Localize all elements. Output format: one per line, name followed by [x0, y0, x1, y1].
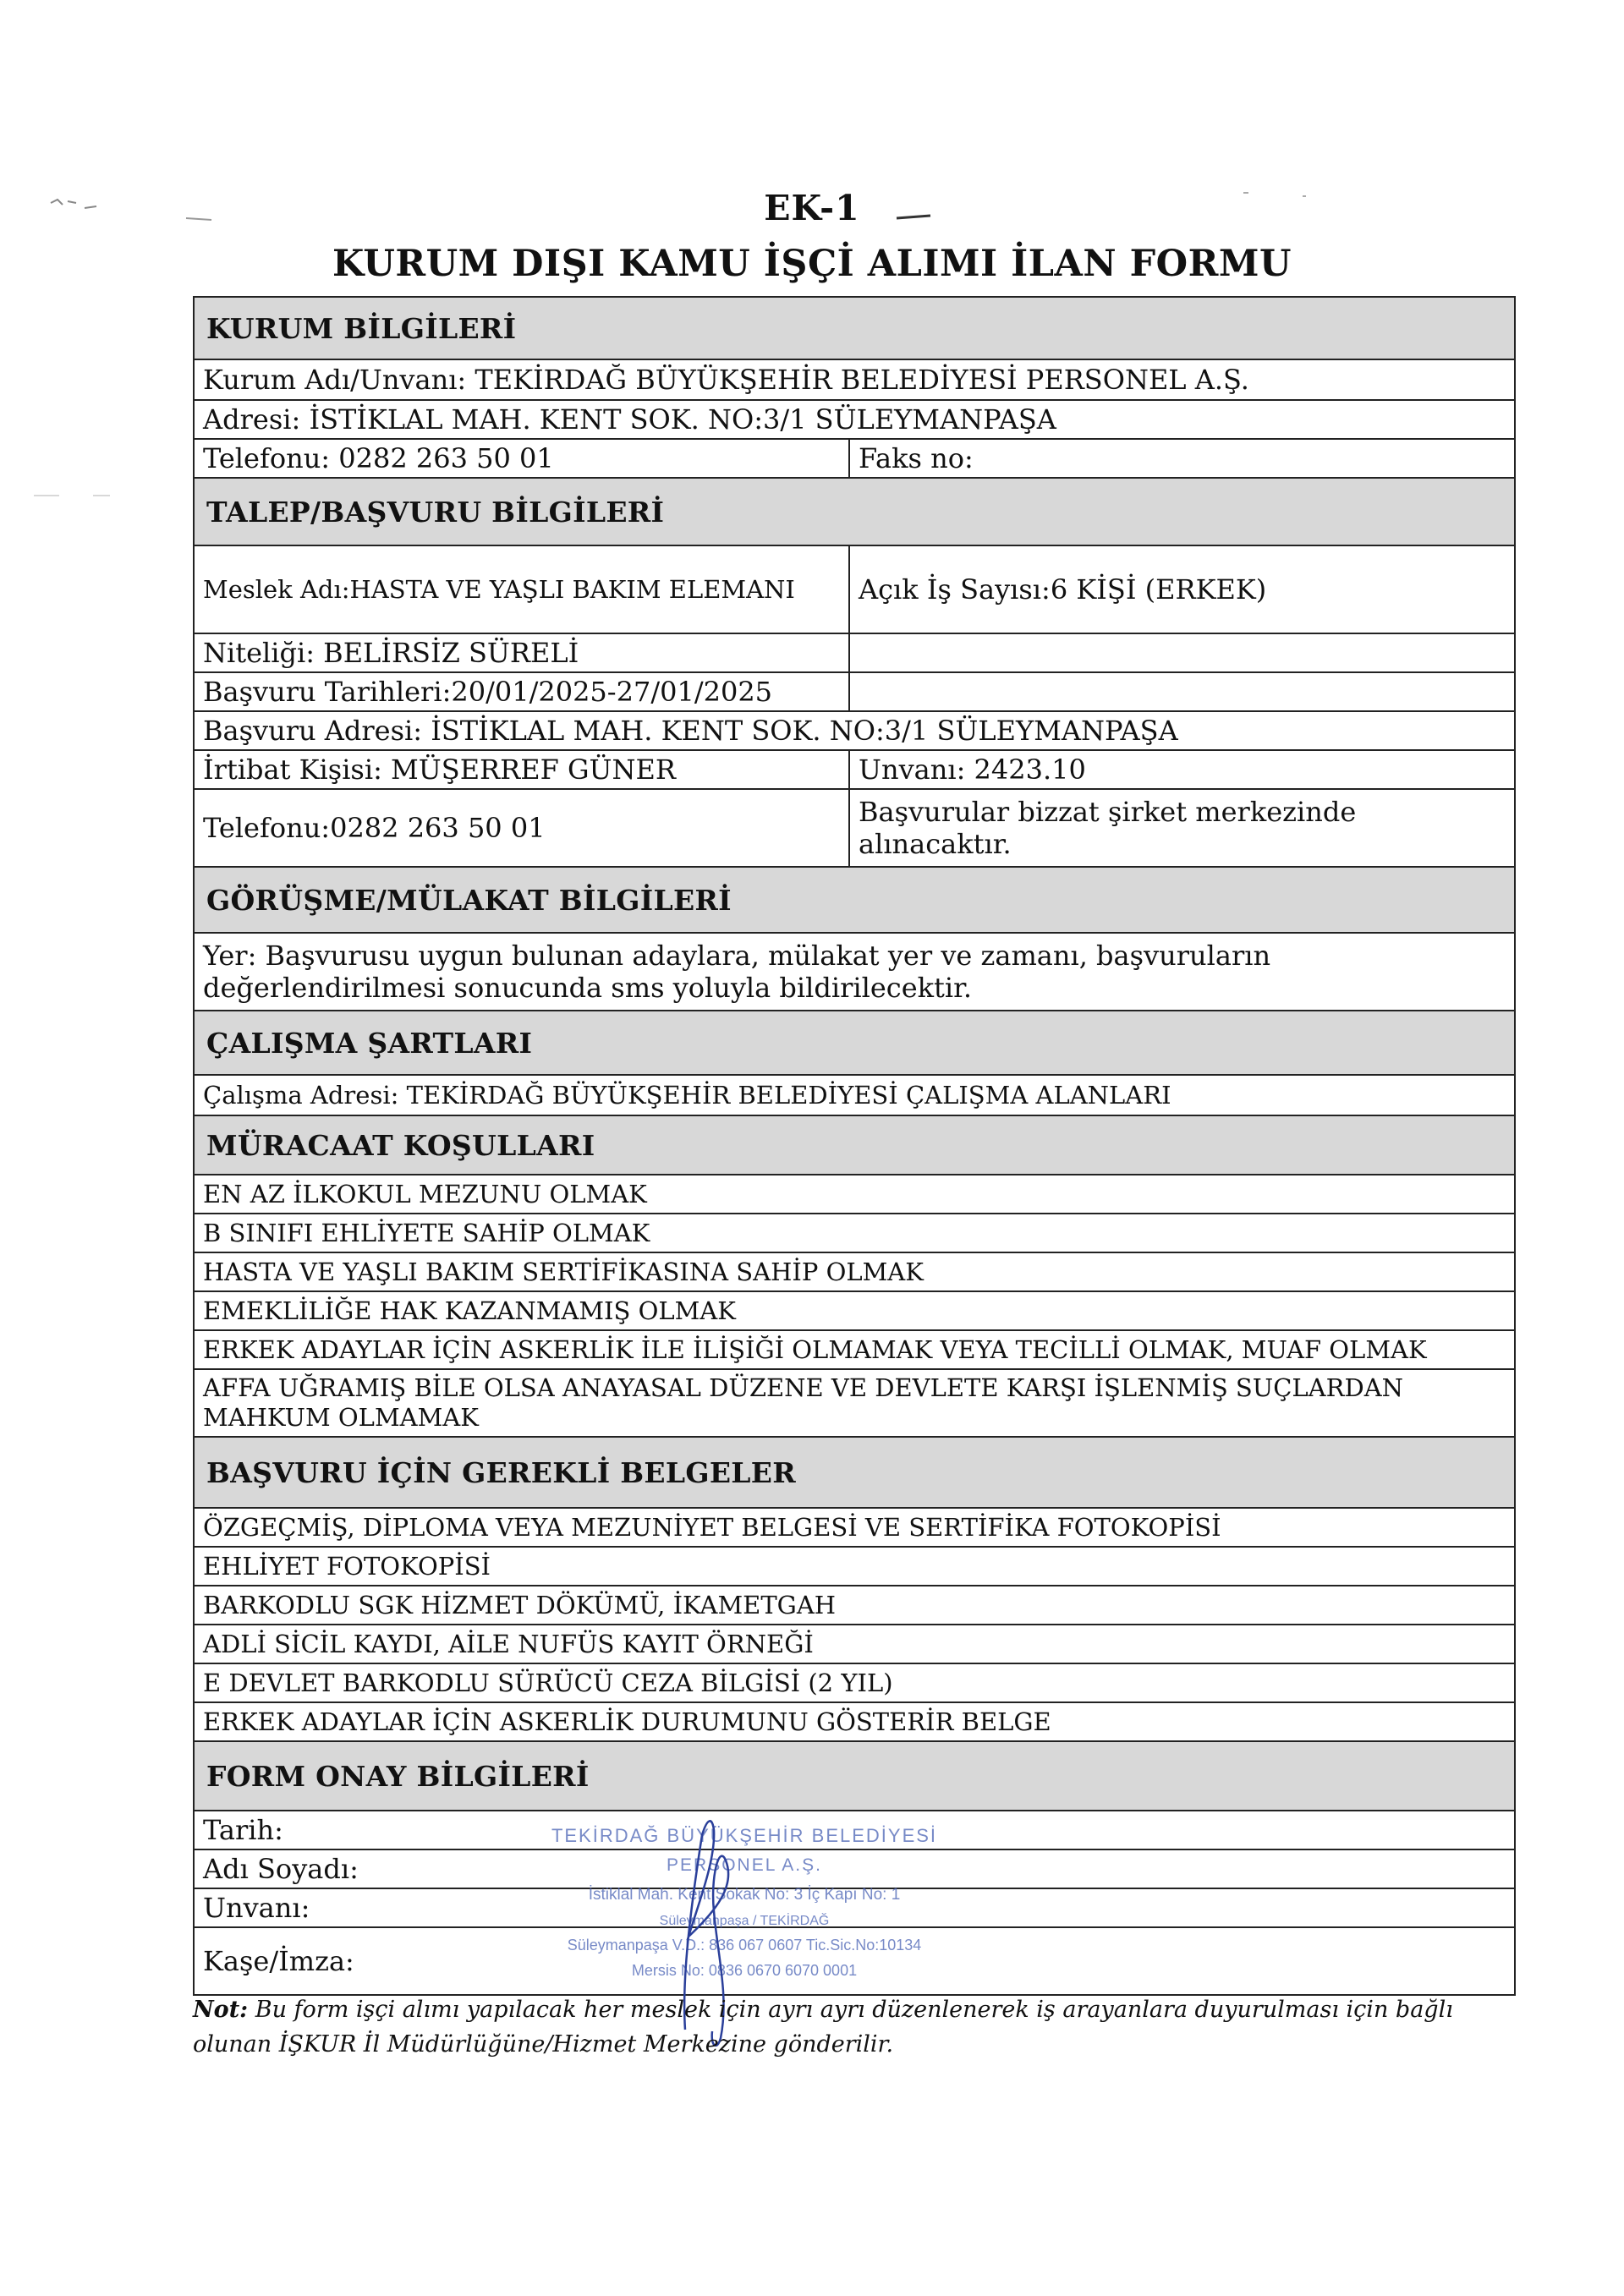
form-title: KURUM DIŞI KAMU İŞÇİ ALIMI İLAN FORMU [332, 243, 1292, 285]
talep-nitelik-row [193, 634, 1516, 673]
gorusme-yer-row [193, 934, 1516, 1011]
belgeler-item [193, 1548, 1516, 1586]
kurum-phone-row [193, 440, 1516, 479]
muracaat-item [193, 1292, 1516, 1331]
kurum-name: Kurum Adı/Unvanı: TEKİRDAĞ BÜYÜKŞEHİR BELEDİYESİ PERSONEL A.Ş. [203, 363, 1249, 396]
section-calisma-header: ÇALIŞMA ŞARTLARI [193, 1011, 1516, 1076]
belgeler-item [193, 1586, 1516, 1625]
form-note [193, 1993, 1529, 2062]
talep-tarihler-empty [850, 673, 1514, 710]
onay-unvan: Unvanı: [203, 1891, 310, 1924]
talep-unvan: Unvanı: 2423.10 [859, 753, 1086, 786]
muracaat-item-text: EN AZ İLKOKUL MEZUNU OLMAK [203, 1179, 647, 1208]
talep-irtibat: İrtibat Kişisi: MÜŞERREF GÜNER [195, 751, 850, 788]
talep-adres: Başvuru Adresi: İSTİKLAL MAH. KENT SOK. NO:3/1 SÜLEYMANPAŞA [203, 714, 1178, 747]
section-kurum-header: KURUM BİLGİLERİ [193, 298, 1516, 360]
section-talep-header: TALEP/BAŞVURU BİLGİLERİ [193, 479, 1516, 546]
talep-nitelik-empty [850, 634, 1514, 671]
section-gorusme-header: GÖRÜŞME/MÜLAKAT BİLGİLERİ [193, 868, 1516, 934]
muracaat-item-text: HASTA VE YAŞLI BAKIM SERTİFİKASINA SAHİP OLMAK [203, 1257, 924, 1286]
section-belgeler-header: BAŞVURU İÇİN GEREKLİ BELGELER [193, 1438, 1516, 1509]
section-onay-header: FORM ONAY BİLGİLERİ [193, 1742, 1516, 1811]
gorusme-yer: Yer: Başvurusu uygun bulunan adaylara, mülakat yer ve zamanı, başvuruların değerlendirilmesi sonucunda sms yoluyla bildirilecektir. [203, 939, 1271, 1004]
onay-unvan-row [193, 1889, 1516, 1928]
muracaat-item-text: AFFA UĞRAMIŞ BİLE OLSA ANAYASAL DÜZENE VE DEVLETE KARŞI İŞLENMİŞ SUÇLARDAN MAHKUM OLMAMAK [203, 1373, 1404, 1432]
onay-kase: Kaşe/İmza: [203, 1944, 354, 1977]
belgeler-item-text: BARKODLU SGK HİZMET DÖKÜMÜ, İKAMETGAH [203, 1590, 837, 1619]
talep-tarihler: Başvuru Tarihleri:20/01/2025-27/01/2025 [195, 673, 850, 710]
annex-number: EK-1 [764, 188, 860, 228]
kurum-fax: Faks no: [859, 441, 974, 474]
belgeler-item [193, 1625, 1516, 1664]
belgeler-item-text: ADLİ SİCİL KAYDI, AİLE NUFÜS KAYIT ÖRNEĞİ [203, 1629, 814, 1658]
belgeler-item-text: ÖZGEÇMİŞ, DİPLOMA VEYA MEZUNİYET BELGESİ VE SERTİFİKA FOTOKOPİSİ [203, 1512, 1221, 1542]
talep-tarihler-row [193, 673, 1516, 712]
application-form-table [193, 296, 1516, 1996]
muracaat-item [193, 1175, 1516, 1214]
onay-adsoyad-row [193, 1850, 1516, 1889]
belgeler-item-text: ERKEK ADAYLAR İÇİN ASKERLİK DURUMUNU GÖSTERİR BELGE [203, 1707, 1051, 1736]
muracaat-item [193, 1253, 1516, 1292]
talep-basvuru-notu: Başvurular bizzat şirket merkezinde alınacaktır. [859, 795, 1357, 860]
calisma-adres: Çalışma Adresi: TEKİRDAĞ BÜYÜKŞEHİR BELEDİYESİ ÇALIŞMA ALANLARI [203, 1080, 1171, 1110]
kurum-address-row [193, 401, 1516, 440]
belgeler-item [193, 1509, 1516, 1548]
onay-tarih: Tarih: [203, 1813, 283, 1846]
talep-acik-is: Açık İş Sayısı:6 KİŞİ (ERKEK) [859, 573, 1267, 606]
kurum-phone: Telefonu: 0282 263 50 01 [195, 440, 850, 477]
talep-meslek: Meslek Adı:HASTA VE YAŞLI BAKIM ELEMANI [195, 546, 850, 633]
note-label: Not: [193, 1997, 249, 2023]
talep-telefon-row [193, 790, 1516, 868]
calisma-adres-row [193, 1076, 1516, 1116]
kurum-address: Adresi: İSTİKLAL MAH. KENT SOK. NO:3/1 SÜLEYMANPAŞA [203, 403, 1056, 436]
talep-telefon: Telefonu:0282 263 50 01 [195, 790, 850, 866]
section-muracaat-header: MÜRACAAT KOŞULLARI [193, 1116, 1516, 1175]
talep-nitelik: Niteliği: BELİRSİZ SÜRELİ [195, 634, 850, 671]
stamp-line-4: Süleymanpaşa / TEKİRDAĞ [659, 1914, 830, 1928]
talep-irtibat-row [193, 751, 1516, 790]
stamp-line-3: İstiklal Mah. Kent Sokak No: 3 İç Kapı No: 1 [588, 1886, 901, 1904]
stamp-line-6: Mersis No: 0836 0670 6070 0001 [631, 1962, 858, 1979]
belgeler-item [193, 1664, 1516, 1703]
stamp-line-5: Süleymanpaşa V.D.: 836 067 0607 Tic.Sic.No:10134 [567, 1937, 922, 1954]
muracaat-item-text: ERKEK ADAYLAR İÇİN ASKERLİK İLE İLİŞİĞİ OLMAMAK VEYA TECİLLİ OLMAK, MUAF OLMAK [203, 1334, 1427, 1364]
stamp-line-2: PERSONEL A.Ş. [667, 1855, 822, 1875]
talep-meslek-row [193, 546, 1516, 634]
muracaat-item-text: EMEKLİLİĞE HAK KAZANMAMIŞ OLMAK [203, 1296, 736, 1325]
note-text: Bu form işçi alımı yapılacak her meslek için ayrı ayrı düzenlenerek iş arayanlara duyurulması için bağlı olunan İŞKUR İl Müdürlüğüne/Hizmet Merkezine gönderilir. [193, 1997, 1453, 2058]
onay-kase-row [193, 1928, 1516, 1996]
stamp-line-1: TEKİRDAĞ BÜYÜKŞEHİR BELEDİYESİ [551, 1825, 938, 1846]
muracaat-item-text: B SINIFI EHLİYETE SAHİP OLMAK [203, 1218, 650, 1247]
onay-adsoyad: Adı Soyadı: [203, 1852, 359, 1885]
belgeler-item-text: E DEVLET BARKODLU SÜRÜCÜ CEZA BİLGİSİ (2 YIL) [203, 1668, 893, 1697]
belgeler-item-text: EHLİYET FOTOKOPİSİ [203, 1551, 491, 1581]
muracaat-item [193, 1370, 1516, 1438]
talep-adres-row [193, 712, 1516, 751]
belgeler-item [193, 1703, 1516, 1742]
muracaat-item [193, 1331, 1516, 1370]
kurum-name-row [193, 360, 1516, 401]
muracaat-item [193, 1214, 1516, 1253]
onay-tarih-row [193, 1811, 1516, 1850]
